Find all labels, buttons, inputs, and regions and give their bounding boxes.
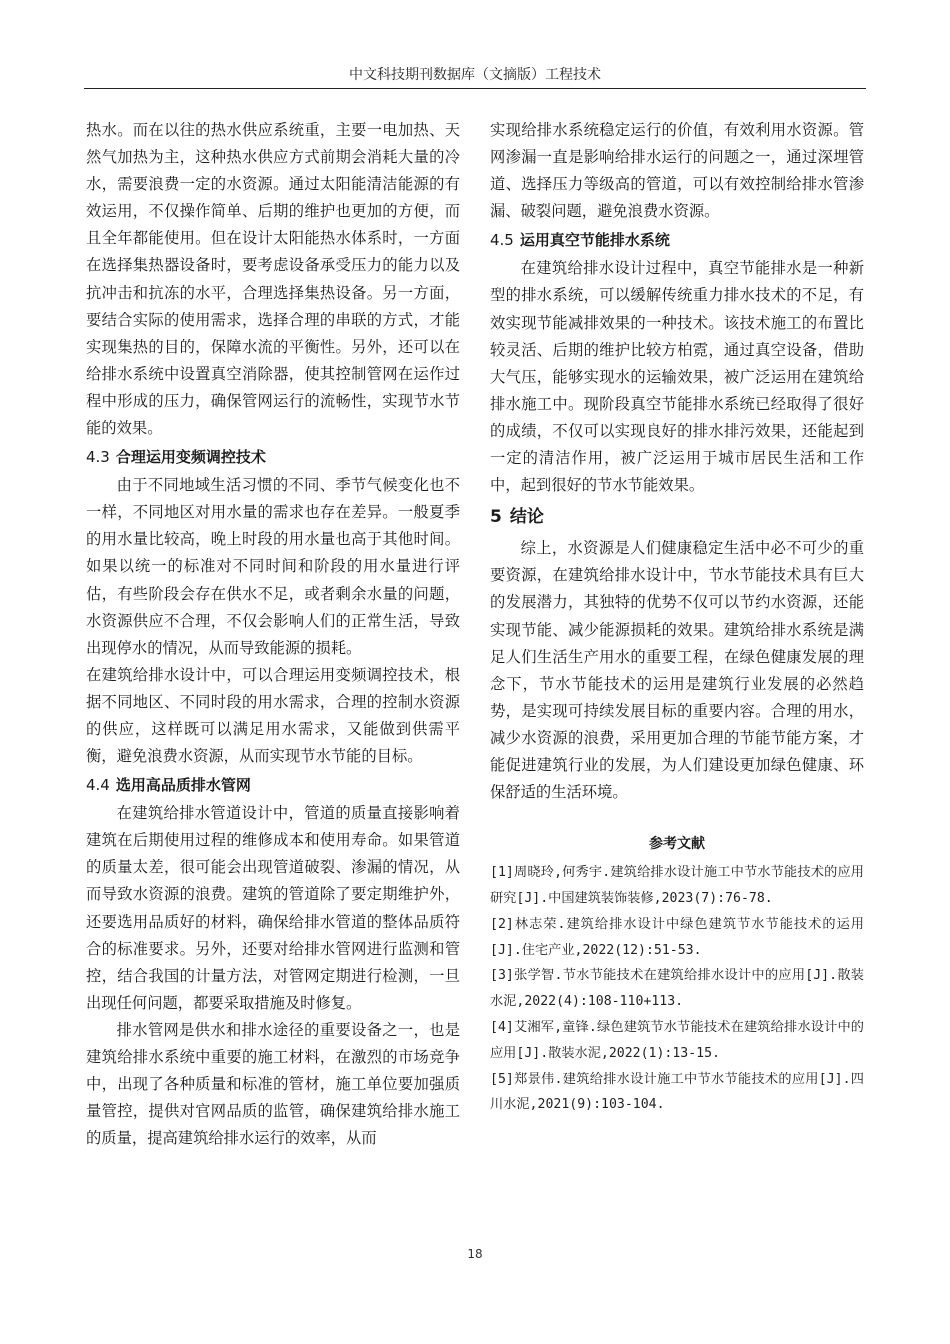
reference-item: [4]艾湘军,童锋.绿色建筑节水节能技术在建筑给排水设计中的应用[J].散装水泥,2022(1):13-15. [490, 1019, 864, 1061]
section-heading-4-5 [490, 227, 864, 254]
section-title: 运用真空节能排水系统 [519, 231, 670, 250]
right-column [490, 117, 864, 1118]
section-number: 4.5 [490, 231, 514, 250]
running-header: 中文科技期刊数据库（文摘版）工程技术 [349, 67, 601, 83]
paragraph: 实现给排水系统稳定运行的价值，有效利用水资源。管网渗漏一直是影响给排水运行的问题之一，通过深埋管道、选择压力等级高的管道，可以有效控制给排水管渗漏、破裂问题，避免浪费水资源。 [490, 121, 864, 221]
paragraph: 在建筑给排水管道设计中，管道的质量直接影响着建筑在后期使用过程的维修成本和使用寿命。如果管道的质量太差，很可能会出现管道破裂、渗漏的情况，从而导致水资源的浪费。建筑的管道除了要定期维护外，还要选用品质好的材料，确保给排水管道的整体品质符合的标准要求。另外，还要对给排水管网进行监测和管控，结合我国的计量方法，对管网定期进行检测，一旦出现任何问题，都要采取措施及时修复。 [86, 804, 460, 1012]
reference-item: [2]林志荣.建筑给排水设计中绿色建筑节水节能技术的运用[J].住宅产业,2022(12):51-53. [490, 916, 864, 958]
section-number: 4.3 [86, 448, 110, 467]
reference-item: [1]周晓玲,何秀宇.建筑给排水设计施工中节水节能技术的应用研究[J].中国建筑装饰装修,2023(7):76-78. [490, 865, 864, 906]
reference-item: [3]张学智.节水节能技术在建筑给排水设计中的应用[J].散装水泥,2022(4):108-110+113. [490, 968, 864, 1010]
paragraph: 热水。而在以往的热水供应系统重，主要一电加热、天然气加热为主，这种热水供应方式前期会消耗大量的冷水，需要浪费一定的水资源。通过太阳能清洁能源的有效运用，不仅操作简单、后期的维护也更加的方便，而且全年都能使用。但在设计太阳能热水体系时，一方面在选择集热器设备时，要考虑设备承受压力的能力以及抗冲击和抗冻的水平，合理选择集热设备。另一方面，要结合实际的使用需求，选择合理的串联的方式，才能实现集热的目的，保障水流的平衡性。另外，还可以在给排水系统中设置真空消除器，使其控制管网在运作过程中形成的压力，确保管网运行的流畅性，实现节水节能的效果。 [86, 121, 460, 438]
section-heading-4-4 [86, 772, 460, 799]
section-title: 选用高品质排水管网 [115, 776, 251, 795]
header-rule [84, 88, 866, 89]
section-heading-4-3 [86, 444, 460, 471]
paragraph: 在建筑给排水设计过程中，真空节能排水是一种新型的排水系统，可以缓解传统重力排水技术的不足，有效实现节能减排效果的一种技术。该技术施工的布置比较灵活、后期的维护比较方柏霓，通过真空设备，借助大气压，能够实现水的运输效果，被广泛运用在建筑给排水施工中。现阶段真空节能排水系统已经取得了很好的成绩，不仅可以实现良好的排水排污效果，还能起到一定的清洁作用，被广泛运用于城市居民生活和工作中，起到很好的节水节能效果。 [490, 259, 864, 495]
paragraph: 综上，水资源是人们健康稳定生活中必不可少的重要资源，在建筑给排水设计中，节水节能技术具有巨大的发展潜力，其独特的优势不仅可以节约水资源，还能实现节能、减少能源损耗的效果。建筑给排水系统是满足人们生活生产用水的重要工程，在绿色健康发展的理念下，节水节能技术的运用是建筑行业发展的必然趋势，是实现可持续发展目标的重要内容。合理的用水，减少水资源的浪费，采用更加合理的节能节能方案，才能促进建筑行业的发展，为人们建设更加绿色健康、环保舒适的生活环境。 [490, 539, 864, 802]
section-title: 结论 [509, 507, 544, 528]
left-column [86, 117, 460, 1152]
section-number: 5 [490, 507, 502, 528]
page-number: 18 [467, 1247, 483, 1261]
paragraph: 排水管网是供水和排水途径的重要设备之一，也是建筑给排水系统中重要的施工材料，在激烈的市场竞争中，出现了各种质量和标准的管材，施工单位要加强质量管控，提供对官网品质的监管，确保建筑给排水施工的质量，提高建筑给排水运行的效率，从而 [86, 1020, 460, 1148]
section-heading-5 [490, 503, 864, 531]
paragraph: 在建筑给排水设计中，可以合理运用变频调控技术，根据不同地区、不同时段的用水需求，合理的控制水资源的供应，这样既可以满足用水需求，又能做到供需平衡，避免浪费水资源，从而实现节水节能的目标。 [86, 665, 460, 766]
references-title: 参考文献 [649, 836, 705, 853]
paragraph: 由于不同地域生活习惯的不同、季节气候变化也不一样，不同地区对用水量的需求也存在差异。一般夏季的用水量比较高，晚上时段的用水量也高于其他时间。如果以统一的标准对不同时间和阶段的用水量进行评估，有些阶段会存在供水不足，或者剩余水量的问题，水资源供应不合理，不仅会影响人们的正常生活，导致出现停水的情况，从而导致能源的损耗。 [86, 476, 460, 657]
section-title: 合理运用变频调控技术 [115, 448, 266, 467]
reference-item: [5]郑景伟.建筑给排水设计施工中节水节能技术的应用[J].四川水泥,2021(9):103-104. [490, 1071, 864, 1113]
section-number: 4.4 [86, 776, 110, 795]
